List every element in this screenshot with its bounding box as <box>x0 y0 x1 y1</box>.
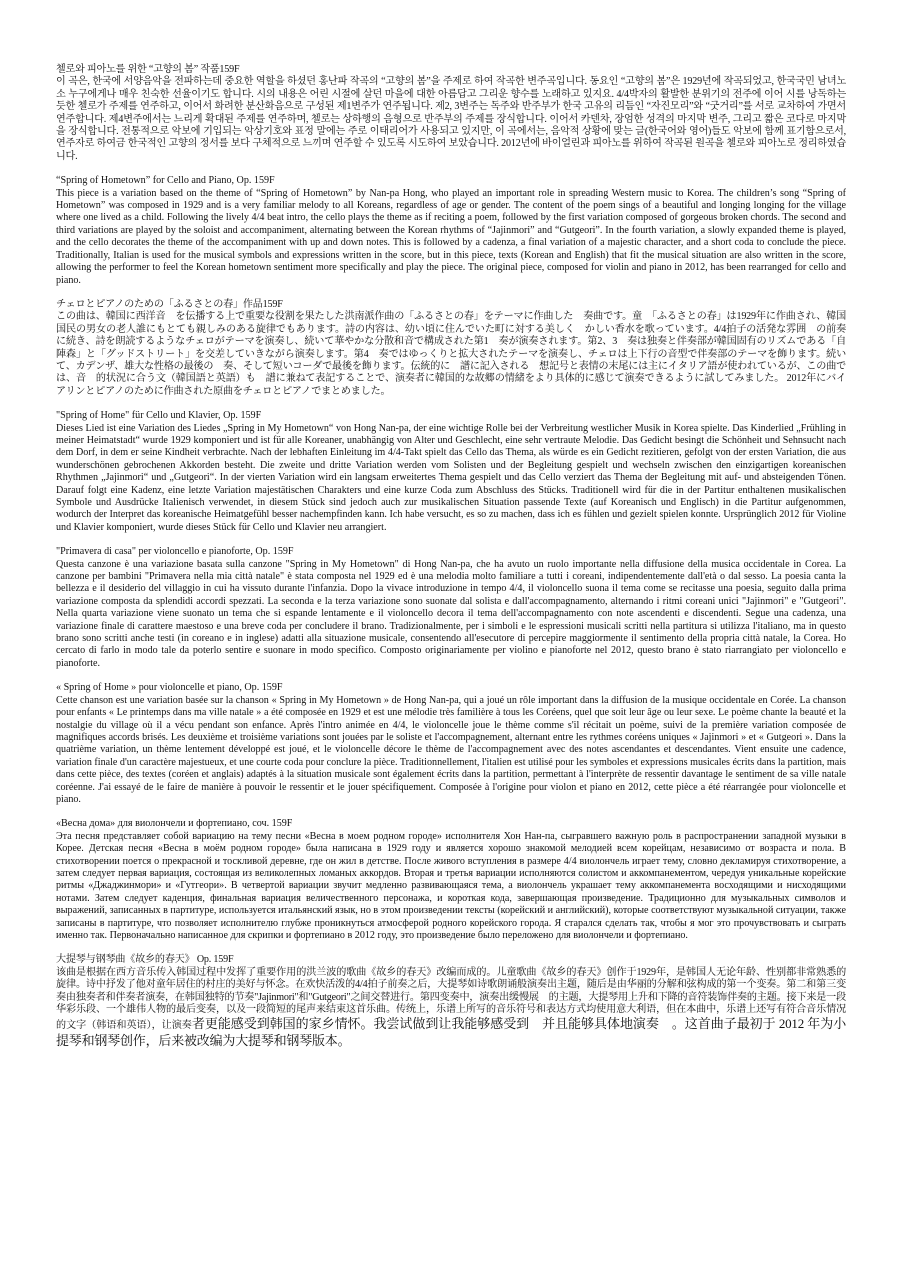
section-body-tail: 者更能感受到韩国的家乡情怀。我尝试做到让我能够感受到 并且能够具体地演奏 。这首曲子最初于 2012 年为小提琴和钢琴创作，后来被改编为大提琴和钢琴版本。 <box>56 1016 846 1048</box>
section-title: "Primavera di casa" per violoncello e pianoforte, Op. 159F <box>56 546 294 558</box>
section-russian <box>56 818 846 942</box>
section-title: “Spring of Hometown” for Cello and Piano, Op. 159F <box>56 175 275 187</box>
section-body-main: 该曲是根据在西方音乐传入韩国过程中发挥了重要作用的洪兰波的歌曲《故乡的春天》改编而成的。儿童歌曲《故乡的春天》创作于1929年，是韩国人无论年龄、性别都非常熟悉的旋律。诗中抒发了他对童年居住的村庄的美好与怀念。在欢快活泼的4/4拍子前奏之后，大提琴如诗歌朗诵般演奏出主题，随后是由华丽的分解和弦构成的第一个变奏。第二和第三变奏由独奏者和伴奏者演奏，在韩国独特的节奏"Jajinmori"和"Gutgeori"之间交替进行。第四变奏中，演奏出缓慢展 的主题，大提琴用上升和下降的音符装饰伴奏的主题。接下来是一段华彩乐段、一个雄伟人物的最后变奏，以及一段简短的尾声来结束这首乐曲。传统上，乐谱上所写的音乐符号和表达方式均使用意大利语，但在本曲中，乐谱上还写有符合音乐情况的文字（韩语和英语），让演奏 <box>56 966 846 1032</box>
section-japanese <box>56 299 846 398</box>
section-body: Dieses Lied ist eine Variation des Liedes „Spring in My Hometown“ von Hong Nan-pa, der eine wichtige Rolle bei der Verbreitung westlicher Musik in Korea spielte. Das Kinderlied „Frühling in meiner Heimatstadt“ wurde 1929 komponiert und ist für alle Koreaner, unabhängig von Alter und Geschlecht, eine sehr vertraute Melodie. Das Gedicht besingt die Schönheit und Sehnsucht nach dem Dorf, in dem er seine Kindheit verbrachte. Nach der lebhaften Einleitung im 4/4-Takt spielt das Cello das Thema, als würde es ein Gedicht rezitieren, gefolgt von der ersten Variation, die aus wunderschönen gebrochenen Akkorden besteht. Die zweite und dritte Variation werden vom Solisten und der Begleitung gespielt und wechseln zwischen den einzigartigen koreanischen Rhythmen „Jajinmori“ und „Gutgeori“. In der vierten Variation wird ein langsam erweitertes Thema gespielt und das Cello verziert das Thema der Begleitung mit auf- und absteigenden Tönen. Darauf folgt eine Kadenz, eine letzte Variation majestätischen Charakters und eine kurze Coda zum Abschluss des Stücks. Traditionell wird für die in der Partitur enthaltenen musikalischen Symbole und Ausdrücke Italienisch verwendet, in diesem Stück sind jedoch auch zur musikalischen Situation passende Texte (auf Koreanisch und Englisch) in die Partitur aufgenommen, wodurch der Interpret das koreanische Heimatgefühl besser nachempfinden kann. Ich habe versucht, es so zu machen, dass ich es fühlen und gezielt spielen konnte. Ursprünglich 2012 für Violine und Klavier komponiert, wurde dieses Stück für Cello und Klavier neu arrangiert. <box>56 422 846 533</box>
section-chinese <box>56 954 846 1049</box>
section-body: Questa canzone è una variazione basata sulla canzone "Spring in My Hometown" di Hong Nan-pa, che ha avuto un ruolo importante nella diffusione della musica occidentale in Corea. La canzone per bambini "Primavera nella mia città natale" è stata composta nel 1929 ed è una melodia molto familiare a tutti i coreani, indipendentemente dall'età o dal sesso. La poesia canta la bellezza e il desiderio del villaggio in cui ha vissuto durante l'infanzia. Dopo la vivace introduzione in tempo 4/4, il violoncello suona il tema come se recitasse una poesia, seguito dalla prima variazione composta da splendidi accordi spezzati. La seconda e la terza variazione sono suonate dal solista e dall'accompagnamento, alternando i ritmi coreani unici "Jajinmori" e "Gutgeori". Nella quarta variazione viene suonato un tema che si espande lentamente e il violoncello decora il tema dell'accompagnamento con note ascendenti e discendenti. Segue una cadenza, una variazione finale di carattere maestoso e una breve coda per concludere il brano. Tradizionalmente, per i simboli e le espressioni musicali scritti nella partitura si utilizza l'italiano, ma in questo brano sono scritti anche testi (in coreano e in inglese) adatti alla situazione musicale, consentendo all'esecutore di percepire maggiormente il sentimento della propria città natale, la Corea. Ho cercato di farlo in modo tale da poterlo sentire e suonare in modo specifico. Composto originariamente per violino e pianoforte nel 2012, questo brano è stato riarrangiato per violoncello e pianoforte. <box>56 558 846 669</box>
section-french <box>56 682 846 806</box>
section-title: « Spring of Home » pour violoncelle et piano, Op. 159F <box>56 682 283 694</box>
section-german <box>56 410 846 534</box>
section-english <box>56 175 846 287</box>
section-korean <box>56 64 846 163</box>
section-italian <box>56 546 846 670</box>
section-title: "Spring of Home" für Cello und Klavier, Op. 159F <box>56 410 262 422</box>
document-page <box>56 64 846 1061</box>
section-title: «Весна дома» для виолончели и фортепиано, соч. 159F <box>56 818 293 830</box>
section-body: この曲は、韓国に西洋音 を伝播する上で重要な役割を果たした洪南派作曲の「ふるさとの春」をテーマに作曲した 奏曲です。童 「ふるさとの春」は1929年に作曲され、韓国国民の男女の老人誰にもとても親しみのある旋律でもあります。詩の内容は、幼い頃に住んでいた町に対する美しく かしい香水を歌っています。4/4拍子の活発な雰囲 の前奏に続き、詩を朗読するようなチェロがテーマを演奏し、続いて華やかな分散和音で構成された第1 奏が演奏されます。第2、3 奏は独奏と伴奏部が韓国固有のリズムである「自陣森」と「グッドストリート」を交差していきながら演奏します。第4 奏ではゆっくりと拡大されたテーマを演奏し、チェロは上下行の音型で伴奏部のテーマを飾ります。続いて、カデンザ、雄大な性格の最後の 奏、そして短いコーダで最後を飾ります。伝統的に 譜に記入される 想記号と表情の末尾には主にイタリア語が使われているが、この曲では、音 的状況に合う文（韓国語と英語）も 譜に兼ねて表記することで、演奏者に韓国的な故郷の情緒をより具体的に感じて演奏できるように試してみました。 2012年にバイアリンとピアノのために作曲された原曲をチェロとピアノでまとめました。 <box>56 311 846 397</box>
section-body: Cette chanson est une variation basée sur la chanson « Spring in My Hometown » de Hong Nan-pa, qui a joué un rôle important dans la diffusion de la musique occidentale en Corée. La chanson pour enfants « Le printemps dans ma ville natale » a été composée en 1929 et est une mélodie très familière à tous les Coréens, quel que soit leur âge ou leur sexe. Le poème chante la beauté et la nostalgie du village où il a vécu pendant son enfance. Après l'intro animée en 4/4, le violoncelle joue le thème comme s'il récitait un poème, suivi de la première variation composée de magnifiques accords brisés. Les deuxième et troisième variations sont jouées par le soliste et l'accompagnement, alternant entre les rythmes coréens uniques « Jajinmori » et « Gutgeori ». Dans la quatrième variation, un thème lentement développé est joué, et le violoncelle décore le thème de l'accompagnement avec des notes ascendantes et descendantes. Vient ensuite une cadence, variation finale d'un caractère majestueux, et une courte coda pour conclure la pièce. Traditionnellement, l'italien est utilisé pour les symboles et expressions musicales écrits dans la partition, mais dans cette pièce, des textes (coréen et anglais) adaptés à la situation musicale sont également écrits dans la partition, permettant à l'interprète de ressentir davantage le sentiment de sa ville natale coréenne. J'ai essayé de le faire de manière à pouvoir le ressentir et le jouer spécifiquement. Composée à l'origine pour violon et piano en 2012, cette pièce a été réarrangée pour violoncelle et piano. <box>56 694 846 805</box>
section-body: 이 곡은, 한국에 서양음악을 전파하는데 중요한 역할을 하셨던 홍난파 작곡의 “고향의 봄”을 주제로 하여 작곡한 변주곡입니다. 동요인 “고향의 봄”은 1929년에 작곡되었고, 한국국민 남녀노소 누구에게나 매우 친숙한 선율이기도 합니다. 시의 내용은 어린 시절에 살던 마을에 대한 아름답고 그리운 향수를 노래하고 있지요. 4/4박자의 활발한 분위기의 전주에 이어 시를 낭독하는 듯한 첼로가 주제를 연주하고, 이어서 화려한 분산화음으로 구성된 제1변주가 연주됩니다. 제2, 3변주는 독주와 반주부가 한국 고유의 리듬인 “자진모리”와 “굿거리”를 서로 교차하여 가면서 연주합니다. 제4변주에서는 느리게 확대된 주제를 연주하며, 첼로는 상하행의 음형으로 반주부의 주제를 장식합니다. 이어서 카덴차, 장엄한 성격의 마지막 변주, 그리고 짧은 코다로 마지막을 장식합니다. 전통적으로 악보에 기입되는 악상기호와 표정 말에는 주로 이태리어가 사용되고 있지만, 이 곡에서는, 음악적 상황에 맞는 글(한국어와 영어)들도 악보에 함께 표기함으로서, 연주자로 하여금 한국적인 고향의 정서를 보다 구체적으로 느끼며 연주할 수 있도록 시도하여 보았습니다. 2012년에 바이얼린과 피아노를 위하여 작곡된 원곡을 첼로와 피아노로 정리하였습니다. <box>56 76 846 162</box>
section-body <box>56 967 846 1049</box>
section-title: チェロとピアノのための「ふるさとの春」作品159F <box>56 298 283 310</box>
section-body: Эта песня представляет собой вариацию на тему песни «Весна в моем родном городе» исполнителя Хон Нан-па, сыгравшего важную роль в распространении западной музыки в Корее. Детская песня «Весна в моём родном городе» была написана в 1929 году и является хорошо знакомой мелодией всем корейцам, независимо от возраста и пола. В стихотворении поется о прекрасной и тоскливой деревне, где он жил в детстве. После живого вступления в размере 4/4 виолончель играет тему, словно декламируя стихотворение, а затем следует первая вариация, состоящая из великолепных ломаных аккордов. Вторая и третья вариации исполняются солистом и аккомпанементом, чередуя уникальные корейские ритмы «Джаджинмори» и «Гутгеори». В четвертой вариации звучит медленно развивающаяся тема, а виолончель украшает тему аккомпанемента восходящими и нисходящими нотами. Затем следует каденция, финальная вариация величественного персонажа, и короткая кода, завершающая произведение. Традиционно для музыкальных символов и выражений, записанных в партитуре, используется итальянский язык, но в этом произведении тексты (корейский и английский), которые соответствуют музыкальной ситуации, также записаны в партитуре, что позволяет исполнителю глубже проникнуться атмосферой родного корейского города. Я старался сделать так, чтобы я мог это прочувствовать и сыграть именно так. Первоначально написанное для скрипки и фортепиано в 2012 году, это произведение было переложено для виолончели и фортепиано. <box>56 830 846 941</box>
section-title: 大提琴与钢琴曲《故乡的春天》 Op. 159F <box>56 954 234 966</box>
section-body: This piece is a variation based on the theme of “Spring of Hometown” by Nan-pa Hong, who played an important role in spreading Western music to Korea. The children’s song “Spring of Hometown” was composed in 1929 and is a very familiar melody to all Koreans, regardless of age or gender. The content of the poem sings of a beautiful and longing longing for the village where one lived as a child. Following the lively 4/4 beat intro, the cello plays the theme as if reciting a poem, followed by the first variation composed of gorgeous broken chords. The second and third variations are played by the soloist and accompaniment, alternating between the Korean rhythms of “Jajinmori” and “Gutgeori”. In the fourth variation, a slowly expanded theme is played, and the cello decorates the theme of the accompaniment with up and down notes. This is followed by a cadenza, a final variation of a majestic character, and a short coda to conclude the piece. Traditionally, Italian is used for the musical symbols and expressions written in the score, but in this piece, texts (Korean and English) that fit the musical situation are also written in the score, allowing the performer to feel the Korean hometown sentiment more specifically and play the piece. The original piece, composed for violin and piano in 2012, has been rearranged for cello and piano. <box>56 187 846 286</box>
section-title: 첼로와 피아노를 위한 “고향의 봄” 작품159F <box>56 64 240 75</box>
